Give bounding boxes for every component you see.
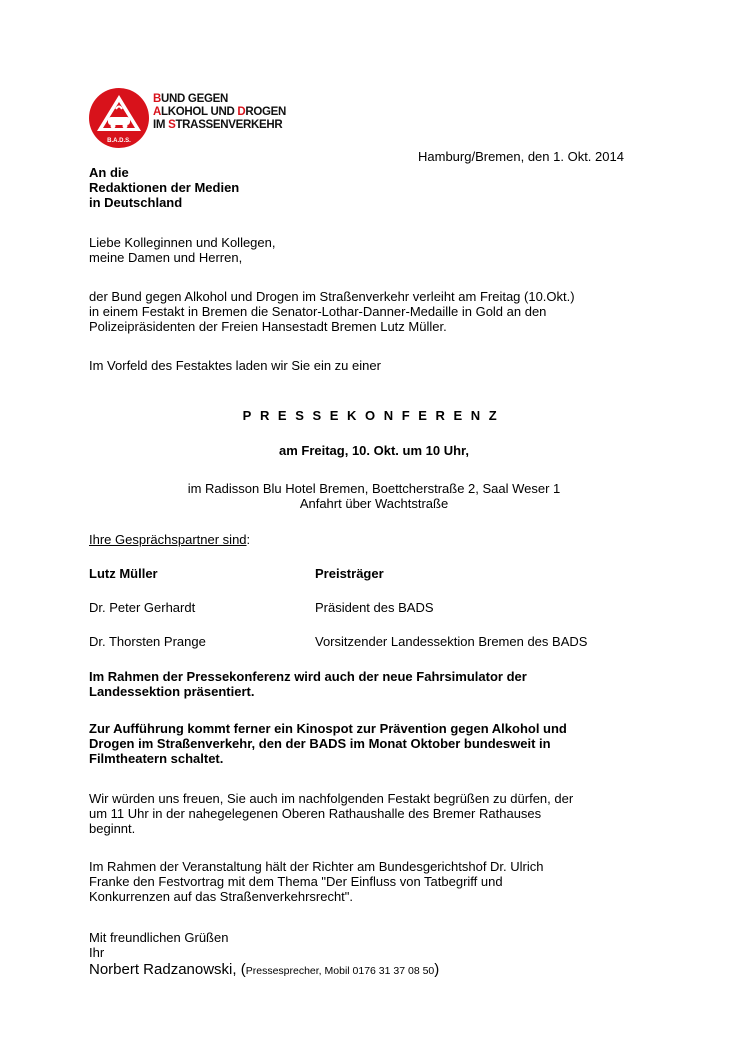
lecture-paragraph: Im Rahmen der Veranstaltung hält der Richter am Bundesgerichtshof Dr. Ulrich Franke den Festvortrag mit dem Thema "Der Einfluss von Tatbegriff und Konkurrenzen auf das Straßenverkehrsrecht". [89,859,544,904]
signature: Norbert Radzanowski, (Pressesprecher, Mobil 0176 31 37 08 50) [89,961,440,978]
conference-date: am Freitag, 10. Okt. um 10 Uhr, [278,443,469,458]
logo-label: B.A.D.S. [107,138,131,144]
bads-logo [88,87,150,149]
intro-paragraph: der Bund gegen Alkohol und Drogen im Straßenverkehr verleiht am Freitag (10.Okt.) in einem Festakt in Bremen die Senator-Lothar-Danner-Medaille in Gold an den Polizeipräsidenten der Freien Hansestadt Bremen Lutz Müller. [89,289,575,334]
simulator-paragraph: Im Rahmen der Pressekonferenz wird auch der neue Fahrsimulator der Landessektion präsentiert. [89,669,527,699]
partners-heading: Ihre Gesprächspartner sind: [89,532,251,547]
partner-name: Dr. Peter Gerhardt [89,600,196,615]
addressee-block: An die Redaktionen der Medien in Deutschland [89,165,240,210]
closing: Mit freundlichen Grüßen Ihr [89,930,229,960]
salutation: Liebe Kolleginnen und Kollegen, meine Damen und Herren, [89,235,276,265]
ceremony-paragraph: Wir würden uns freuen, Sie auch im nachfolgenden Festakt begrüßen zu dürfen, der um 11 Uhr in der nahegelegenen Oberen Rathaushalle des Bremer Rathauses beginnt. [89,791,574,836]
venue-block: im Radisson Blu Hotel Bremen, Boettcherstraße 2, Saal Weser 1 Anfahrt über Wachtstraße [187,481,561,511]
partner-role: Präsident des BADS [315,600,434,615]
partner-role: Vorsitzender Landessektion Bremen des BADS [315,634,588,649]
partner-role: Preisträger [315,566,384,581]
date-line: Hamburg/Bremen, den 1. Okt. 2014 [418,149,624,164]
cinema-spot-paragraph: Zur Aufführung kommt ferner ein Kinospot zur Prävention gegen Alkohol und Drogen im Straßenverkehr, den der BADS im Monat Oktober bundesweit in Filmtheatern schaltet. [89,721,567,766]
invite-line: Im Vorfeld des Festaktes laden wir Sie ein zu einer [89,358,381,373]
partner-name: Lutz Müller [89,566,158,581]
organization-name: BUND GEGEN ALKOHOL UND DROGEN IM STRASSENVERKEHR [153,93,287,131]
conference-title: PRESSEKONFERENZ [242,408,506,423]
partner-name: Dr. Thorsten Prange [89,634,206,649]
